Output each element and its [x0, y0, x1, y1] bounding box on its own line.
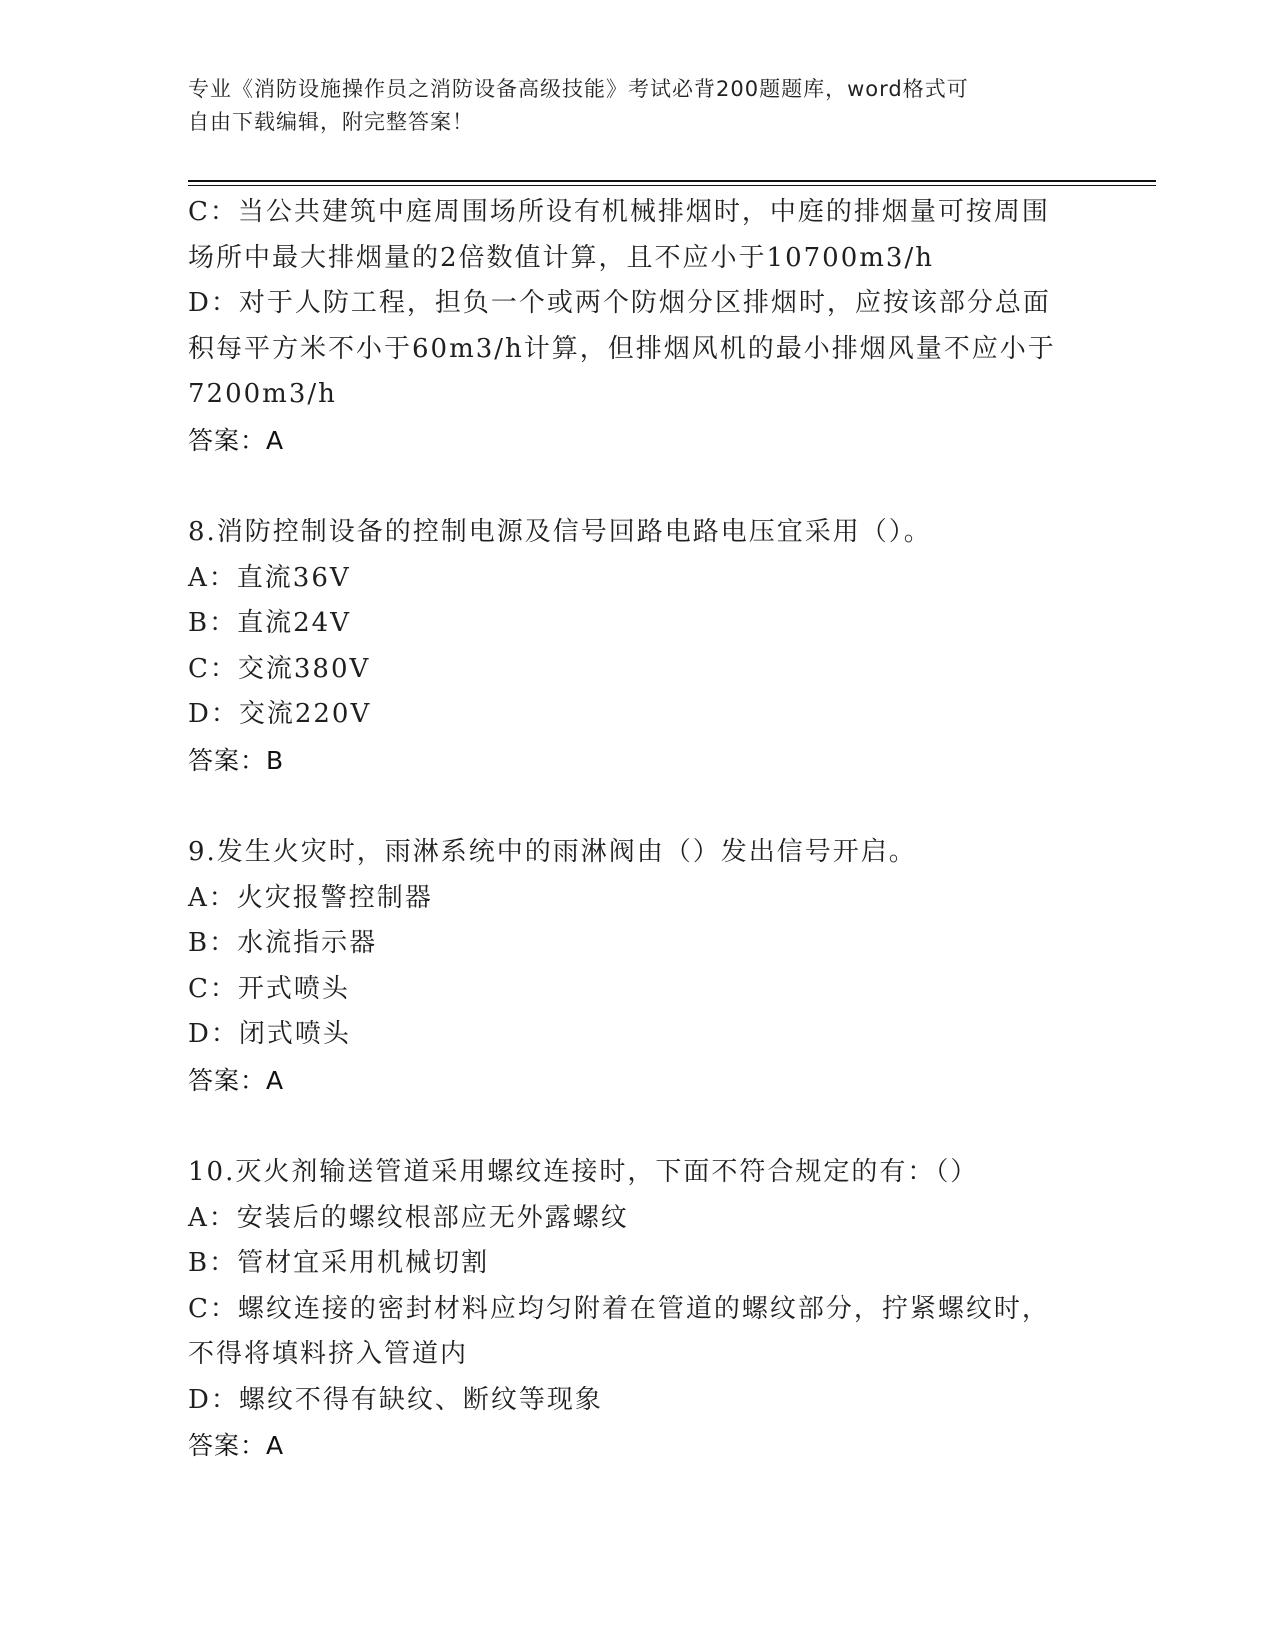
option-a: A：直流36V	[188, 562, 351, 593]
page-header	[188, 73, 1088, 139]
option-c-line: C：当公共建筑中庭周围场所设有机械排烟时，中庭的排烟量可按周围	[188, 197, 1050, 227]
option-b: B：水流指示器	[188, 928, 378, 958]
question-stem: 9.发生火灾时，雨淋系统中的雨淋阀由（）发出信号开启。	[188, 837, 917, 867]
question-stem: 8.消防控制设备的控制电源及信号回路电路电压宜采用（）。	[188, 517, 932, 547]
answer-line: 答案：A	[188, 1431, 285, 1460]
header-line-1: 专业《消防设施操作员之消防设备高级技能》考试必背200题题库，word格式可	[188, 77, 969, 101]
option-d-line: 7200m3/h	[188, 379, 337, 409]
option-c: C：开式喷头	[188, 973, 350, 1004]
option-a: A：火灾报警控制器	[188, 882, 433, 913]
question-stem: 10.灭火剂输送管道采用螺纹连接时，下面不符合规定的有：（）	[188, 1157, 979, 1187]
answer-line: 答案：B	[188, 745, 285, 775]
option-c: C：螺纹连接的密封材料应均匀附着在管道的螺纹部分，拧紧螺纹时，	[188, 1293, 1050, 1324]
document-body	[188, 190, 1088, 1469]
question-9	[188, 830, 1088, 1103]
spacer	[188, 783, 1088, 830]
option-d-line: D：对于人防工程，担负一个或两个防烟分区排烟时，应按该部分总面	[188, 288, 1051, 318]
option-d: D：螺纹不得有缺纹、断纹等现象	[188, 1384, 603, 1415]
option-d-line: 积每平方米不小于60m3/h计算，但排烟风机的最小排烟风量不应小于	[188, 333, 1056, 364]
spacer	[188, 463, 1088, 510]
option-b: B：管材宜采用机械切割	[188, 1248, 490, 1278]
option-c: C：交流380V	[188, 653, 371, 684]
header-line-2: 自由下载编辑，附完整答案！	[188, 110, 474, 134]
header-divider-thick	[188, 180, 1156, 182]
option-d: D：闭式喷头	[188, 1019, 351, 1049]
option-c-continued: 不得将填料挤入管道内	[188, 1339, 469, 1369]
option-c-line: 场所中最大排烟量的2倍数值计算，且不应小于10700m3/h	[188, 242, 934, 273]
option-d: D：交流220V	[188, 699, 372, 729]
answer-line: 答案：A	[188, 425, 285, 455]
question-10	[188, 1150, 1088, 1469]
answer-line: 答案：A	[188, 1065, 285, 1095]
option-a: A：安装后的螺纹根部应无外露螺纹	[188, 1202, 629, 1233]
question-7-continuation	[188, 190, 1088, 463]
question-8	[188, 510, 1088, 783]
spacer	[188, 1103, 1088, 1150]
option-b: B：直流24V	[188, 608, 351, 638]
header-divider-thin	[188, 185, 1156, 186]
